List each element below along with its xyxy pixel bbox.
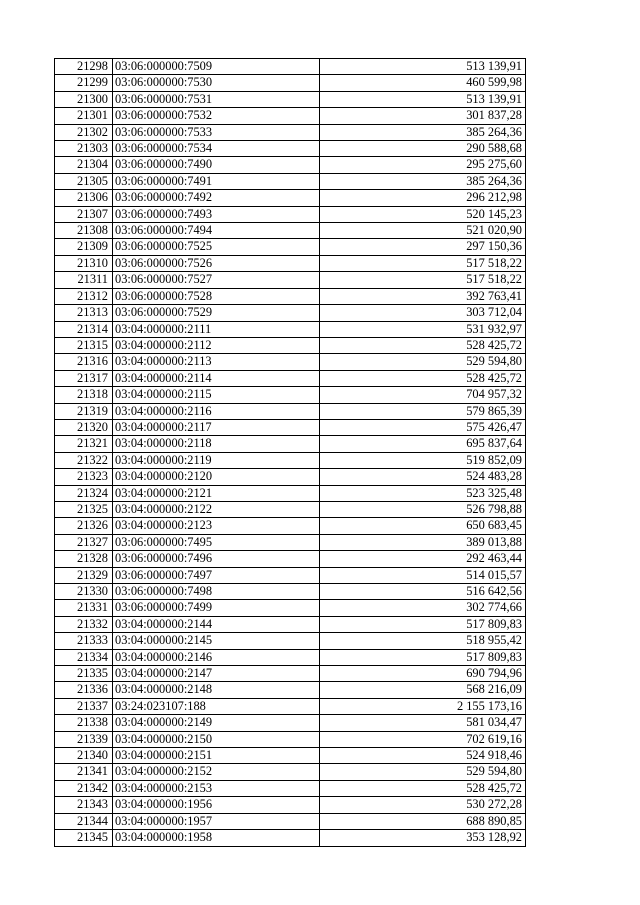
row-number-cell: 21302 [55,124,113,140]
cadastral-value-cell: 579 865,39 [320,403,526,419]
cadastral-value-cell: 518 955,42 [320,633,526,649]
row-number-cell: 21298 [55,59,113,75]
table-row [55,75,526,91]
cadastral-number-cell: 03:06:000000:7496 [113,551,320,567]
table-row [55,173,526,189]
cadastral-number-cell: 03:04:000000:2144 [113,616,320,632]
cadastral-number-cell: 03:04:000000:2121 [113,485,320,501]
table-row [55,715,526,731]
row-number-cell: 21336 [55,682,113,698]
row-number-cell: 21324 [55,485,113,501]
cadastral-value-cell: 353 128,92 [320,830,526,846]
table-row [55,387,526,403]
cadastral-value-cell: 290 588,68 [320,141,526,157]
row-number-cell: 21345 [55,830,113,846]
cadastral-value-cell: 529 594,80 [320,764,526,780]
cadastral-value-cell: 704 957,32 [320,387,526,403]
cadastral-value-cell: 303 712,04 [320,305,526,321]
cadastral-value-cell: 523 325,48 [320,485,526,501]
cadastral-number-cell: 03:04:000000:2119 [113,452,320,468]
table-row [55,354,526,370]
row-number-cell: 21307 [55,206,113,222]
table-row [55,649,526,665]
cadastral-value-cell: 650 683,45 [320,518,526,534]
table-row [55,305,526,321]
cadastral-number-cell: 03:04:000000:2122 [113,501,320,517]
row-number-cell: 21306 [55,190,113,206]
table-row [55,633,526,649]
cadastral-value-cell: 301 837,28 [320,108,526,124]
table-row [55,584,526,600]
cadastral-number-cell: 03:06:000000:7528 [113,288,320,304]
cadastral-number-cell: 03:04:000000:2114 [113,370,320,386]
row-number-cell: 21319 [55,403,113,419]
cadastral-number-cell: 03:04:000000:2147 [113,666,320,682]
row-number-cell: 21328 [55,551,113,567]
cadastral-number-cell: 03:06:000000:7526 [113,255,320,271]
cadastral-number-cell: 03:06:000000:7493 [113,206,320,222]
row-number-cell: 21311 [55,272,113,288]
cadastral-number-cell: 03:04:000000:2146 [113,649,320,665]
cadastral-number-cell: 03:04:000000:2111 [113,321,320,337]
cadastral-number-cell: 03:04:000000:2116 [113,403,320,419]
cadastral-value-cell: 524 483,28 [320,469,526,485]
row-number-cell: 21317 [55,370,113,386]
table-row [55,813,526,829]
row-number-cell: 21339 [55,731,113,747]
cadastral-number-cell: 03:06:000000:7490 [113,157,320,173]
cadastral-value-cell: 702 619,16 [320,731,526,747]
cadastral-value-cell: 517 809,83 [320,649,526,665]
cadastral-value-cell: 568 216,09 [320,682,526,698]
cadastral-value-cell: 519 852,09 [320,452,526,468]
table-row [55,370,526,386]
table-row [55,321,526,337]
cadastral-number-cell: 03:04:000000:2145 [113,633,320,649]
table-row [55,830,526,846]
table-row [55,239,526,255]
cadastral-value-cell: 688 890,85 [320,813,526,829]
row-number-cell: 21322 [55,452,113,468]
table-row [55,108,526,124]
cadastral-number-cell: 03:04:000000:2112 [113,337,320,353]
cadastral-number-cell: 03:24:023107:188 [113,698,320,714]
table-row [55,91,526,107]
row-number-cell: 21332 [55,616,113,632]
row-number-cell: 21326 [55,518,113,534]
cadastral-value-cell: 392 763,41 [320,288,526,304]
table-row [55,452,526,468]
cadastral-value-table [54,58,526,847]
row-number-cell: 21342 [55,780,113,796]
cadastral-value-cell: 517 809,83 [320,616,526,632]
cadastral-number-cell: 03:04:000000:1958 [113,830,320,846]
cadastral-number-cell: 03:04:000000:2118 [113,436,320,452]
cadastral-number-cell: 03:04:000000:2120 [113,469,320,485]
cadastral-value-cell: 530 272,28 [320,797,526,813]
cadastral-number-cell: 03:04:000000:2115 [113,387,320,403]
cadastral-value-cell: 575 426,47 [320,419,526,435]
table-row [55,666,526,682]
cadastral-number-cell: 03:04:000000:2117 [113,419,320,435]
row-number-cell: 21312 [55,288,113,304]
table-row [55,567,526,583]
row-number-cell: 21343 [55,797,113,813]
cadastral-value-cell: 526 798,88 [320,501,526,517]
table-row [55,403,526,419]
cadastral-number-cell: 03:06:000000:7495 [113,534,320,550]
row-number-cell: 21299 [55,75,113,91]
cadastral-value-cell: 528 425,72 [320,337,526,353]
row-number-cell: 21305 [55,173,113,189]
row-number-cell: 21331 [55,600,113,616]
table-row [55,534,526,550]
cadastral-value-cell: 389 013,88 [320,534,526,550]
cadastral-number-cell: 03:06:000000:7492 [113,190,320,206]
row-number-cell: 21300 [55,91,113,107]
cadastral-value-cell: 385 264,36 [320,173,526,189]
row-number-cell: 21341 [55,764,113,780]
cadastral-value-cell: 531 932,97 [320,321,526,337]
row-number-cell: 21320 [55,419,113,435]
cadastral-value-cell: 690 794,96 [320,666,526,682]
row-number-cell: 21308 [55,223,113,239]
cadastral-number-cell: 03:06:000000:7494 [113,223,320,239]
table-row [55,518,526,534]
row-number-cell: 21340 [55,748,113,764]
table-row [55,288,526,304]
table-row [55,436,526,452]
table-row [55,616,526,632]
row-number-cell: 21337 [55,698,113,714]
cadastral-number-cell: 03:04:000000:1956 [113,797,320,813]
row-number-cell: 21344 [55,813,113,829]
cadastral-value-cell: 513 139,91 [320,59,526,75]
row-number-cell: 21329 [55,567,113,583]
table-row [55,797,526,813]
cadastral-number-cell: 03:06:000000:7499 [113,600,320,616]
cadastral-value-cell: 296 212,98 [320,190,526,206]
table-row [55,485,526,501]
table-row [55,223,526,239]
cadastral-value-cell: 529 594,80 [320,354,526,370]
row-number-cell: 21304 [55,157,113,173]
table-row [55,206,526,222]
table-row [55,600,526,616]
table-row [55,272,526,288]
table-row [55,469,526,485]
cadastral-value-cell: 295 275,60 [320,157,526,173]
cadastral-value-cell: 513 139,91 [320,91,526,107]
cadastral-number-cell: 03:06:000000:7533 [113,124,320,140]
row-number-cell: 21318 [55,387,113,403]
row-number-cell: 21334 [55,649,113,665]
table-row [55,764,526,780]
cadastral-number-cell: 03:06:000000:7498 [113,584,320,600]
table-row [55,780,526,796]
cadastral-number-cell: 03:06:000000:7491 [113,173,320,189]
table-row [55,337,526,353]
cadastral-number-cell: 03:04:000000:2123 [113,518,320,534]
row-number-cell: 21315 [55,337,113,353]
row-number-cell: 21325 [55,501,113,517]
cadastral-number-cell: 03:06:000000:7534 [113,141,320,157]
row-number-cell: 21338 [55,715,113,731]
table-row [55,157,526,173]
row-number-cell: 21303 [55,141,113,157]
row-number-cell: 21327 [55,534,113,550]
cadastral-number-cell: 03:06:000000:7530 [113,75,320,91]
table-row [55,141,526,157]
row-number-cell: 21316 [55,354,113,370]
table-row [55,59,526,75]
cadastral-number-cell: 03:04:000000:2152 [113,764,320,780]
cadastral-number-cell: 03:04:000000:2151 [113,748,320,764]
row-number-cell: 21335 [55,666,113,682]
cadastral-number-cell: 03:06:000000:7527 [113,272,320,288]
cadastral-value-cell: 528 425,72 [320,370,526,386]
cadastral-value-cell: 514 015,57 [320,567,526,583]
cadastral-value-cell: 297 150,36 [320,239,526,255]
cadastral-value-cell: 516 642,56 [320,584,526,600]
table-body [55,59,526,847]
table-row [55,501,526,517]
cadastral-value-cell: 695 837,64 [320,436,526,452]
cadastral-number-cell: 03:06:000000:7532 [113,108,320,124]
cadastral-number-cell: 03:04:000000:2150 [113,731,320,747]
table-row [55,124,526,140]
cadastral-value-cell: 520 145,23 [320,206,526,222]
cadastral-value-cell: 581 034,47 [320,715,526,731]
cadastral-value-cell: 302 774,66 [320,600,526,616]
cadastral-number-cell: 03:06:000000:7529 [113,305,320,321]
row-number-cell: 21321 [55,436,113,452]
table-row [55,419,526,435]
cadastral-value-cell: 460 599,98 [320,75,526,91]
row-number-cell: 21301 [55,108,113,124]
cadastral-value-cell: 517 518,22 [320,255,526,271]
cadastral-number-cell: 03:06:000000:7525 [113,239,320,255]
cadastral-number-cell: 03:06:000000:7497 [113,567,320,583]
cadastral-number-cell: 03:06:000000:7509 [113,59,320,75]
row-number-cell: 21310 [55,255,113,271]
table-row [55,698,526,714]
cadastral-value-cell: 292 463,44 [320,551,526,567]
table-row [55,748,526,764]
cadastral-number-cell: 03:06:000000:7531 [113,91,320,107]
table-row [55,682,526,698]
cadastral-number-cell: 03:04:000000:2113 [113,354,320,370]
table-row [55,731,526,747]
row-number-cell: 21309 [55,239,113,255]
table-row [55,190,526,206]
cadastral-value-cell: 521 020,90 [320,223,526,239]
cadastral-value-cell: 517 518,22 [320,272,526,288]
cadastral-number-cell: 03:04:000000:2149 [113,715,320,731]
cadastral-value-cell: 524 918,46 [320,748,526,764]
row-number-cell: 21314 [55,321,113,337]
cadastral-value-cell: 2 155 173,16 [320,698,526,714]
cadastral-number-cell: 03:04:000000:1957 [113,813,320,829]
table-row [55,551,526,567]
row-number-cell: 21323 [55,469,113,485]
row-number-cell: 21313 [55,305,113,321]
cadastral-number-cell: 03:04:000000:2153 [113,780,320,796]
cadastral-value-cell: 385 264,36 [320,124,526,140]
row-number-cell: 21330 [55,584,113,600]
row-number-cell: 21333 [55,633,113,649]
cadastral-number-cell: 03:04:000000:2148 [113,682,320,698]
cadastral-value-cell: 528 425,72 [320,780,526,796]
table-row [55,255,526,271]
